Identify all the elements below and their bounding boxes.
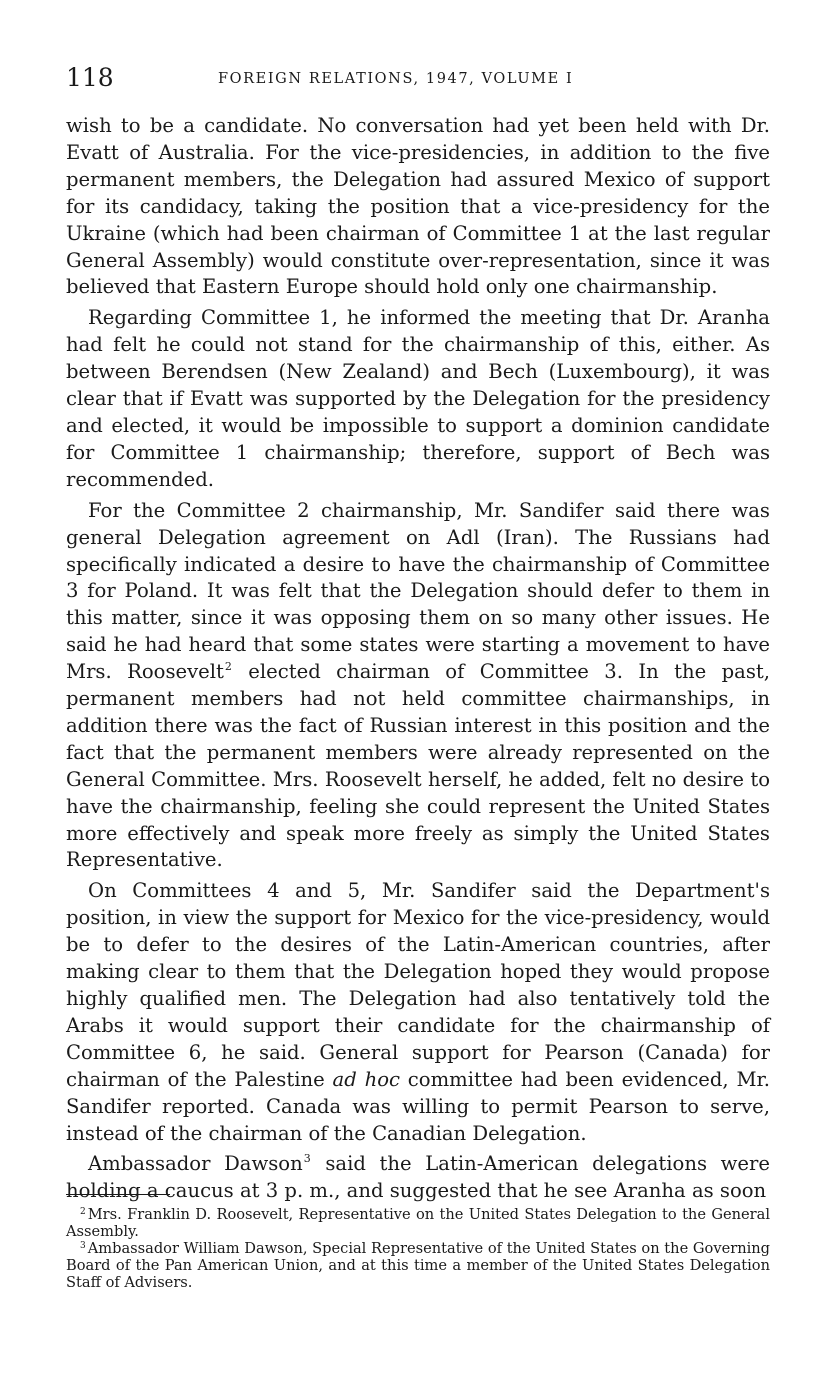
- footnote-divider: [66, 1194, 170, 1195]
- paragraph-5-text-a: Ambassador Dawson: [88, 1152, 303, 1176]
- footnote-ref-2[interactable]: 2: [224, 660, 232, 674]
- paragraph-1: [66, 113, 770, 301]
- paragraph-4-text-a: On Committees 4 and 5, Mr. Sandifer said the Department's position, in view the support for Mexico for the vice-presidency, would be to defer to the desires of the Latin-American countries, after making clear to them that the Delegation hoped they would propose highly qualified men. The Delegation had also tentatively told the Arabs it would support their candidate for the chairmanship of Committee 6, he said. General support for Pearson (Canada) for chairman of the Palestine: [66, 879, 770, 1091]
- footnote-3: [66, 1240, 770, 1291]
- paragraph-4-italic: ad hoc: [332, 1067, 400, 1091]
- paragraph-4-text-b: committee had been evidenced, Mr. Sandifer reported. Canada was willing to permit Pearson to serve, instead of the chairman of the Canadian Delegation.: [66, 1067, 770, 1145]
- paragraph-3-text-a: For the Committee 2 chairmanship, Mr. Sandifer said there was general Delegation agreement on Adl (Iran). The Russians had specifically indicated a desire to have the chairmanship of Committee 3 for Poland. It was felt that the Delegation should defer to them in this matter, since it was opposing them on so many other issues. He said he had heard that some states were starting a movement to have Mrs. Roosevelt: [66, 498, 770, 684]
- body-text: [66, 113, 770, 1209]
- page-number: 118: [66, 63, 114, 92]
- paragraph-5-text-b: said the Latin-American delegations were holding a caucus at 3 p. m., and suggested that he see Aranha as soon: [66, 1152, 770, 1203]
- paragraph-4: [66, 878, 770, 1147]
- paragraph-3-text-b: elected chairman of Committee 3. In the past, permanent members had not held committee chairmanships, in addition there was the fact of Russian interest in this position and the fact that the permanent members were already represented on the General Committee. Mrs. Roosevelt herself, he added, felt no desire to have the chairmanship, feeling she could represent the United States more effectively and speak more freely as simply the United States Representative.: [66, 660, 770, 872]
- paragraph-1-text: wish to be a candidate. No conversation had yet been held with Dr. Evatt of Australia. For the vice-presidencies, in addition to the five permanent members, the Delegation had assured Mexico of support for its candidacy, taking the position that a vice-presidency for the Ukraine (which had been chairman of Committee 1 at the last regular General Assembly) would constitute over-representation, since it was believed that Eastern Europe should hold only one chairmanship.: [66, 114, 770, 299]
- footnote-ref-3[interactable]: 3: [303, 1152, 311, 1166]
- footnotes: [66, 1206, 770, 1291]
- footnote-3-text: Ambassador William Dawson, Special Representative of the United States on the Governing Board of the Pan American Union, and at this time a member of the United States Delegation Staff of Advisers.: [66, 1240, 770, 1291]
- paragraph-5: [66, 1151, 770, 1205]
- paragraph-2-text: Regarding Committee 1, he informed the meeting that Dr. Aranha had felt he could not stand for the chairmanship of this, either. As between Berendsen (New Zealand) and Bech (Luxembourg), it was clear that if Evatt was supported by the Delegation for the presidency and elected, it would be impossible to support a dominion candidate for Committee 1 chairmanship; therefore, support of Bech was recommended.: [66, 306, 770, 491]
- paragraph-3: [66, 498, 770, 875]
- running-title: FOREIGN RELATIONS, 1947, VOLUME I: [218, 71, 574, 87]
- footnote-3-number: 3: [80, 1241, 86, 1251]
- running-head: [66, 62, 770, 94]
- footnote-2-number: 2: [80, 1207, 86, 1217]
- footnote-2-text: Mrs. Franklin D. Roosevelt, Representative on the United States Delegation to the General Assembly.: [66, 1206, 770, 1240]
- footnote-2: [66, 1206, 770, 1240]
- paragraph-2: [66, 305, 770, 493]
